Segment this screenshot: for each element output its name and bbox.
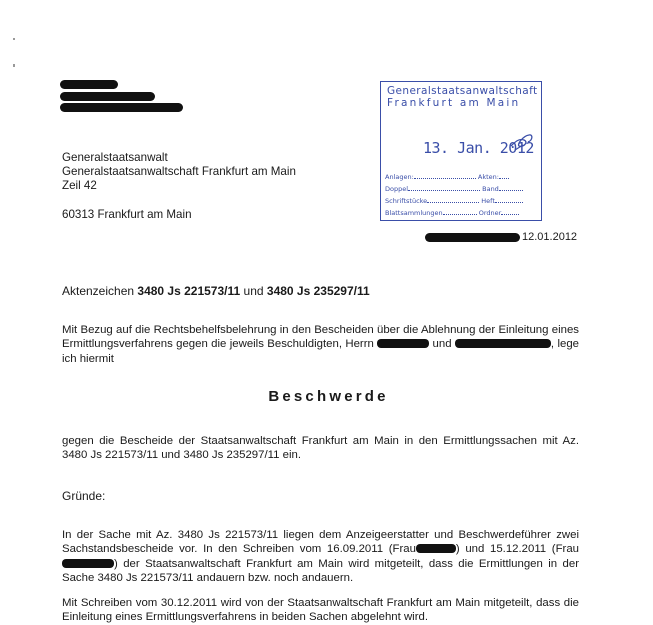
stamp-row-schriftstuecke (385, 196, 535, 205)
gruende-heading: Gründe: (62, 489, 106, 503)
reason-1-text-2: ) und 15.12.2011 (Frau (455, 543, 579, 556)
margin-speck (13, 38, 15, 40)
stamp-label-blattsammlungen: Blattsammlungen (385, 209, 443, 217)
stamp-row-doppel (385, 184, 535, 193)
receipt-stamp (380, 81, 542, 221)
stamp-city: Frankfurt am Main (387, 97, 521, 109)
heading-beschwerde: Beschwerde (268, 388, 389, 405)
stamp-label-akten: Akten (477, 173, 497, 181)
redacted-sender-name (60, 80, 118, 89)
recipient-line-2: Generalstaatsanwaltschaft Frankfurt am Main (62, 165, 296, 178)
redacted-place (425, 233, 520, 242)
reason-paragraph-1 (62, 528, 579, 586)
aktenzeichen-line (62, 284, 370, 298)
letter-date: 12.01.2012 (522, 231, 578, 243)
reason-paragraph-2: Mit Schreiben vom 30.12.2011 wird von der Staatsanwaltschaft Frankfurt am Main mitgeteilt, dass die Einleitung eines Ermittlungsverfahrens in beiden Sachen abgelehnt wird. (62, 597, 579, 624)
aktenzeichen-2: 3480 Js 235297/11 (266, 284, 370, 298)
stamp-row-anlagen: Anlagen: Akten: (385, 172, 535, 181)
redacted-name-4 (62, 559, 114, 568)
aktenzeichen-conj: und (243, 284, 264, 298)
intro-text-3: lege ich hiermit (62, 338, 579, 365)
recipient-postcode-city: 60313 Frankfurt am Main (62, 208, 192, 221)
signature-mark (509, 132, 535, 154)
redacted-name-2 (455, 339, 551, 348)
aktenzeichen-prefix: Aktenzeichen (62, 284, 135, 298)
intro-paragraph: Mit Bezug auf die Rechtsbehelfsbelehrung in den Bescheiden über die Ablehnung der Einleitung eines Ermittlungsverfahrens gegen die jeweils Beschuldigten, Herrn und , lege ich hiermit (62, 324, 579, 365)
intro-text-1: Mit Bezug auf die Rechtsbehelfsbelehrung in den Bescheiden über die Ablehnung der Einleitung eines Ermittlungsverfahrens gegen die jeweils Beschuldigten, Herrn (62, 324, 579, 351)
redacted-name-3 (416, 544, 456, 553)
stamp-label-ordner: Ordner (478, 209, 502, 217)
reason-1-text-3: ) der Staatsanwaltschaft Frankfurt am Main wird mitgeteilt, dass die Ermittlungen in der Sache 3480 Js 221573/11 andauern bzw. noch andauern. (62, 557, 579, 585)
stamp-label-anlagen: Anlagen (385, 173, 412, 181)
intro-text-2: und (432, 338, 452, 351)
margin-speck (13, 64, 15, 67)
redacted-sender-city (60, 103, 183, 112)
stamp-org: Generalstaatsanwaltschaft (387, 85, 538, 97)
recipient-line-3: Zeil 42 (62, 179, 97, 192)
aktenzeichen-1: 3480 Js 221573/11 (137, 284, 241, 298)
stamp-date: 13. Jan. 2012 (423, 139, 534, 157)
redacted-name-1 (377, 339, 429, 348)
recipient-line-1: Generalstaatsanwalt (62, 151, 168, 164)
stamp-label-schriftstuecke: Schriftstücke (385, 197, 428, 205)
stamp-label-band: Band (482, 185, 499, 193)
against-paragraph: gegen die Bescheide der Staatsanwaltschaft Frankfurt am Main in den Ermittlungssachen mit Az. 3480 Js 221573/11 und 3480 Js 235297/11 ein. (62, 435, 579, 462)
stamp-label-heft: Heft (481, 197, 495, 205)
reason-1-text-1: In der Sache mit Az. 3480 Js 221573/11 liegen dem Anzeigeerstatter und Beschwerdeführer zwei Sachstandsbescheide vor. In den Schreiben vom 16.09.2011 (Frau (62, 529, 579, 556)
redacted-sender-street (60, 92, 155, 101)
stamp-row-blattsammlungen (385, 208, 535, 217)
stamp-label-doppel: Doppel (385, 185, 409, 193)
